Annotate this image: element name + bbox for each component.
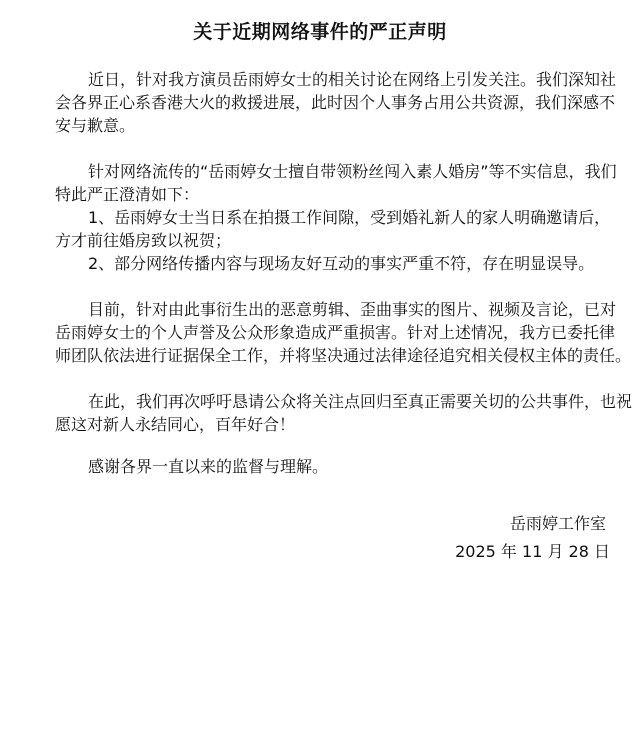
paragraph-3 — [55, 298, 632, 367]
paragraph-line: 安与歉意。 — [55, 116, 136, 135]
statement-title: 关于近期网络事件的严正声明 — [193, 21, 447, 43]
paragraph-line: 目前，针对由此事衍生出的恶意剪辑、歪曲事实的图片、视频及言论，已对 — [88, 300, 617, 319]
signature-organization: 岳雨婷工作室 — [509, 514, 606, 533]
paragraph-line: 感谢各界一直以来的监督与理解。 — [88, 457, 329, 476]
paragraph-line: 愿这对新人永结同心，百年好合！ — [55, 415, 296, 434]
list-item-1-continued: 方才前往婚房致以祝贺； — [55, 231, 232, 250]
list-item-1: 1、岳雨婷女士当日系在拍摄工作间隙，受到婚礼新人的家人明确邀请后， — [88, 208, 611, 227]
paragraph-line: 岳雨婷女士的个人声誉及公众形象造成严重损害。针对上述情况，我方已委托律 — [55, 323, 616, 342]
paragraph-4 — [55, 390, 633, 436]
paragraph-2 — [55, 160, 615, 275]
paragraph-1 — [55, 68, 615, 137]
paragraph-line: 针对网络流传的“岳雨婷女士擅自带领粉丝闯入素人婚房”等不实信息，我们 — [88, 162, 617, 181]
paragraph-line: 特此严正澄清如下： — [55, 185, 200, 204]
paragraph-line: 师团队依法进行证据保全工作，并将坚决通过法律途径追究相关侵权主体的责任。 — [55, 346, 632, 365]
paragraph-line: 近日，针对我方演员岳雨婷女士的相关讨论在网络上引发关注。我们深知社 — [88, 70, 617, 89]
paragraph-line: 会各界正心系香港大火的救援进展，此时因个人事务占用公共资源，我们深感不 — [55, 93, 616, 112]
signature-date: 2025 年 11 月 28 日 — [455, 542, 610, 561]
paragraph-line: 在此，我们再次呼吁恳请公众将关注点回归至真正需要关切的公共事件，也祝 — [88, 392, 633, 411]
list-item-2: 2、部分网络传播内容与现场友好互动的事实严重不符，存在明显误导。 — [88, 254, 595, 273]
paragraph-5 — [55, 455, 615, 478]
